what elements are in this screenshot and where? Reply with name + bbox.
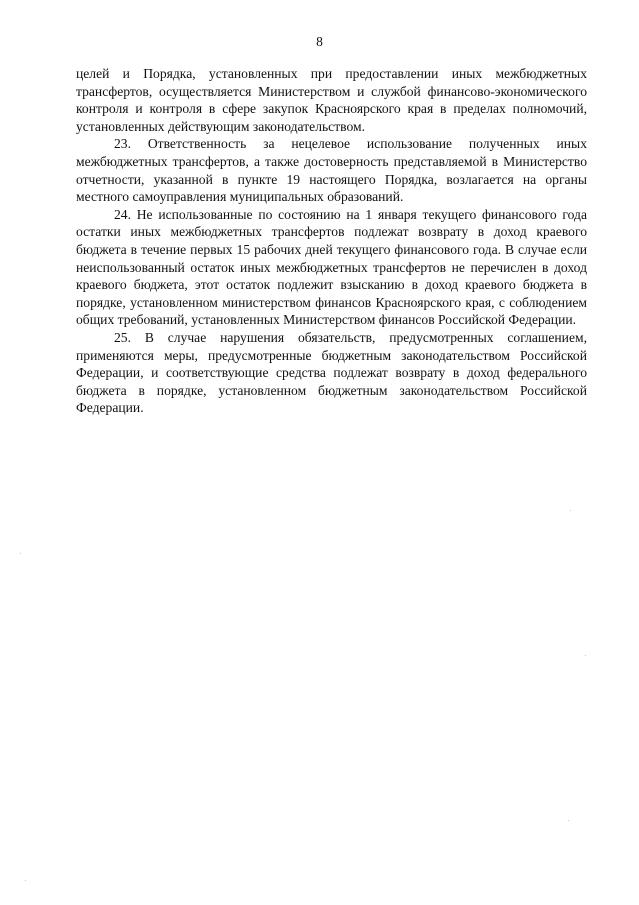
paragraph-continuation: целей и Порядка, установленных при предоставлении иных межбюджетных трансфертов, осуществляется Министерством и службой финансово-экономического контроля и контроля в сфере закупок Красноярского края в пределах полномочий, установленных действующим законодательством.	[76, 66, 587, 134]
paragraph-24: 24. Не использованные по состоянию на 1 января текущего финансового года остатки иных межбюджетных трансфертов подлежат возврату в доход краевого бюджета в течение первых 15 рабочих дней текущего финансового года. В случае если неиспользованный остаток иных межбюджетных трансфертов не перечислен в доход краевого бюджета, этот остаток подлежит взысканию в доход краевого бюджета в порядке, установленном министерством финансов Красноярского края, с соблюдением общих требований, установленных Министерством финансов Российской Федерации.	[76, 206, 587, 328]
paragraph-23: 23. Ответственность за нецелевое использование полученных иных межбюджетных трансфертов, а также достоверность представляемой в Министерство отчетности, указанной в пункте 19 настоящего Порядка, возлагается на органы местного самоуправления муниципальных образований.	[76, 136, 587, 205]
scan-artifact	[585, 655, 586, 656]
scan-artifact	[20, 553, 21, 554]
page-number: 8	[316, 34, 323, 49]
scan-artifact	[25, 880, 26, 881]
document-body	[76, 65, 587, 417]
scan-artifact	[568, 820, 569, 821]
scan-artifact	[570, 510, 571, 511]
paragraph-25: 25. В случае нарушения обязательств, предусмотренных соглашением, применяются меры, предусмотренные бюджетным законодательством Российской Федерации, и соответствующие средства подлежат возврату в доход федерального бюджета в порядке, установленном бюджетным законодательством Российской Федерации.	[76, 329, 587, 416]
